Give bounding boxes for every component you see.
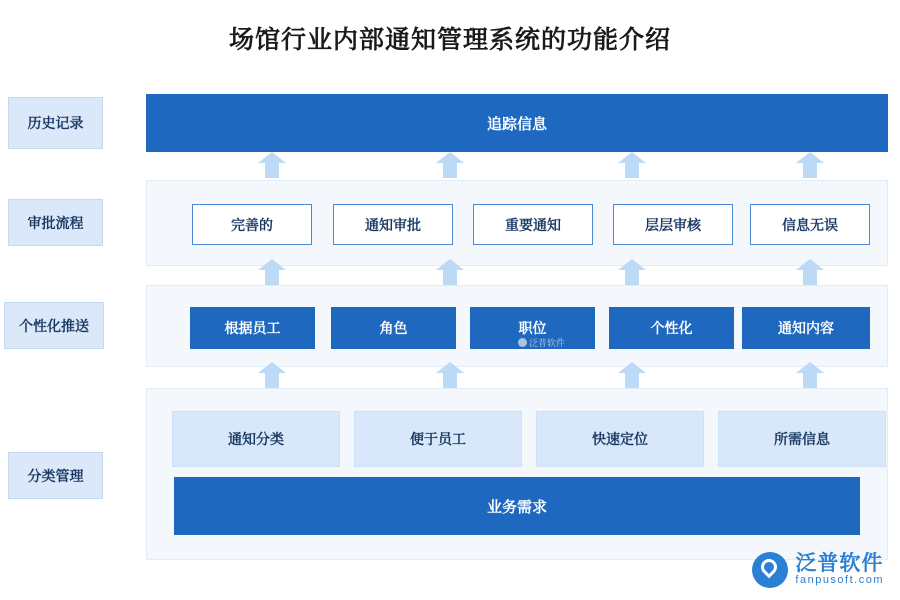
arrow-up-icon xyxy=(618,362,646,388)
push-cell-1: 根据员工 xyxy=(190,307,315,349)
approval-cell-5: 信息无误 xyxy=(750,204,870,245)
watermark-mark-icon xyxy=(518,338,527,347)
arrow-up-icon xyxy=(258,362,286,388)
arrow-up-icon xyxy=(436,259,464,285)
side-label-push: 个性化推送 xyxy=(4,302,104,349)
arrow-up-icon xyxy=(436,362,464,388)
arrow-up-icon xyxy=(258,152,286,178)
arrow-up-icon xyxy=(796,362,824,388)
watermark-logo xyxy=(518,336,565,349)
category-cell-4: 所需信息 xyxy=(718,411,886,467)
arrow-up-icon xyxy=(796,259,824,285)
business-need-bar: 业务需求 xyxy=(174,477,860,535)
brand-text xyxy=(795,553,884,587)
approval-cell-3: 重要通知 xyxy=(473,204,593,245)
brand-mark-icon xyxy=(752,552,788,588)
push-cell-2: 角色 xyxy=(331,307,456,349)
arrow-up-icon xyxy=(258,259,286,285)
push-cell-4: 个性化 xyxy=(609,307,734,349)
arrow-up-icon xyxy=(796,152,824,178)
brand-name-en: fanpusoft.com xyxy=(795,574,884,587)
category-cell-2: 便于员工 xyxy=(354,411,522,467)
watermark-text: 泛普软件 xyxy=(529,338,566,348)
side-label-approval: 审批流程 xyxy=(8,199,103,246)
arrow-up-icon xyxy=(618,152,646,178)
arrow-up-icon xyxy=(436,152,464,178)
approval-cell-4: 层层审核 xyxy=(613,204,733,245)
arrow-up-icon xyxy=(618,259,646,285)
brand-logo xyxy=(752,552,884,588)
push-cell-5: 通知内容 xyxy=(742,307,870,349)
brand-name-cn: 泛普软件 xyxy=(795,552,884,576)
track-info-bar: 追踪信息 xyxy=(146,94,888,152)
approval-cell-1: 完善的 xyxy=(192,204,312,245)
side-label-history: 历史记录 xyxy=(8,97,103,149)
approval-cell-2: 通知审批 xyxy=(333,204,453,245)
side-label-category: 分类管理 xyxy=(8,452,103,499)
push-cell-3: 职位 xyxy=(470,307,595,349)
category-cell-1: 通知分类 xyxy=(172,411,340,467)
page-title: 场馆行业内部通知管理系统的功能介绍 xyxy=(228,26,671,54)
category-cell-3: 快速定位 xyxy=(536,411,704,467)
